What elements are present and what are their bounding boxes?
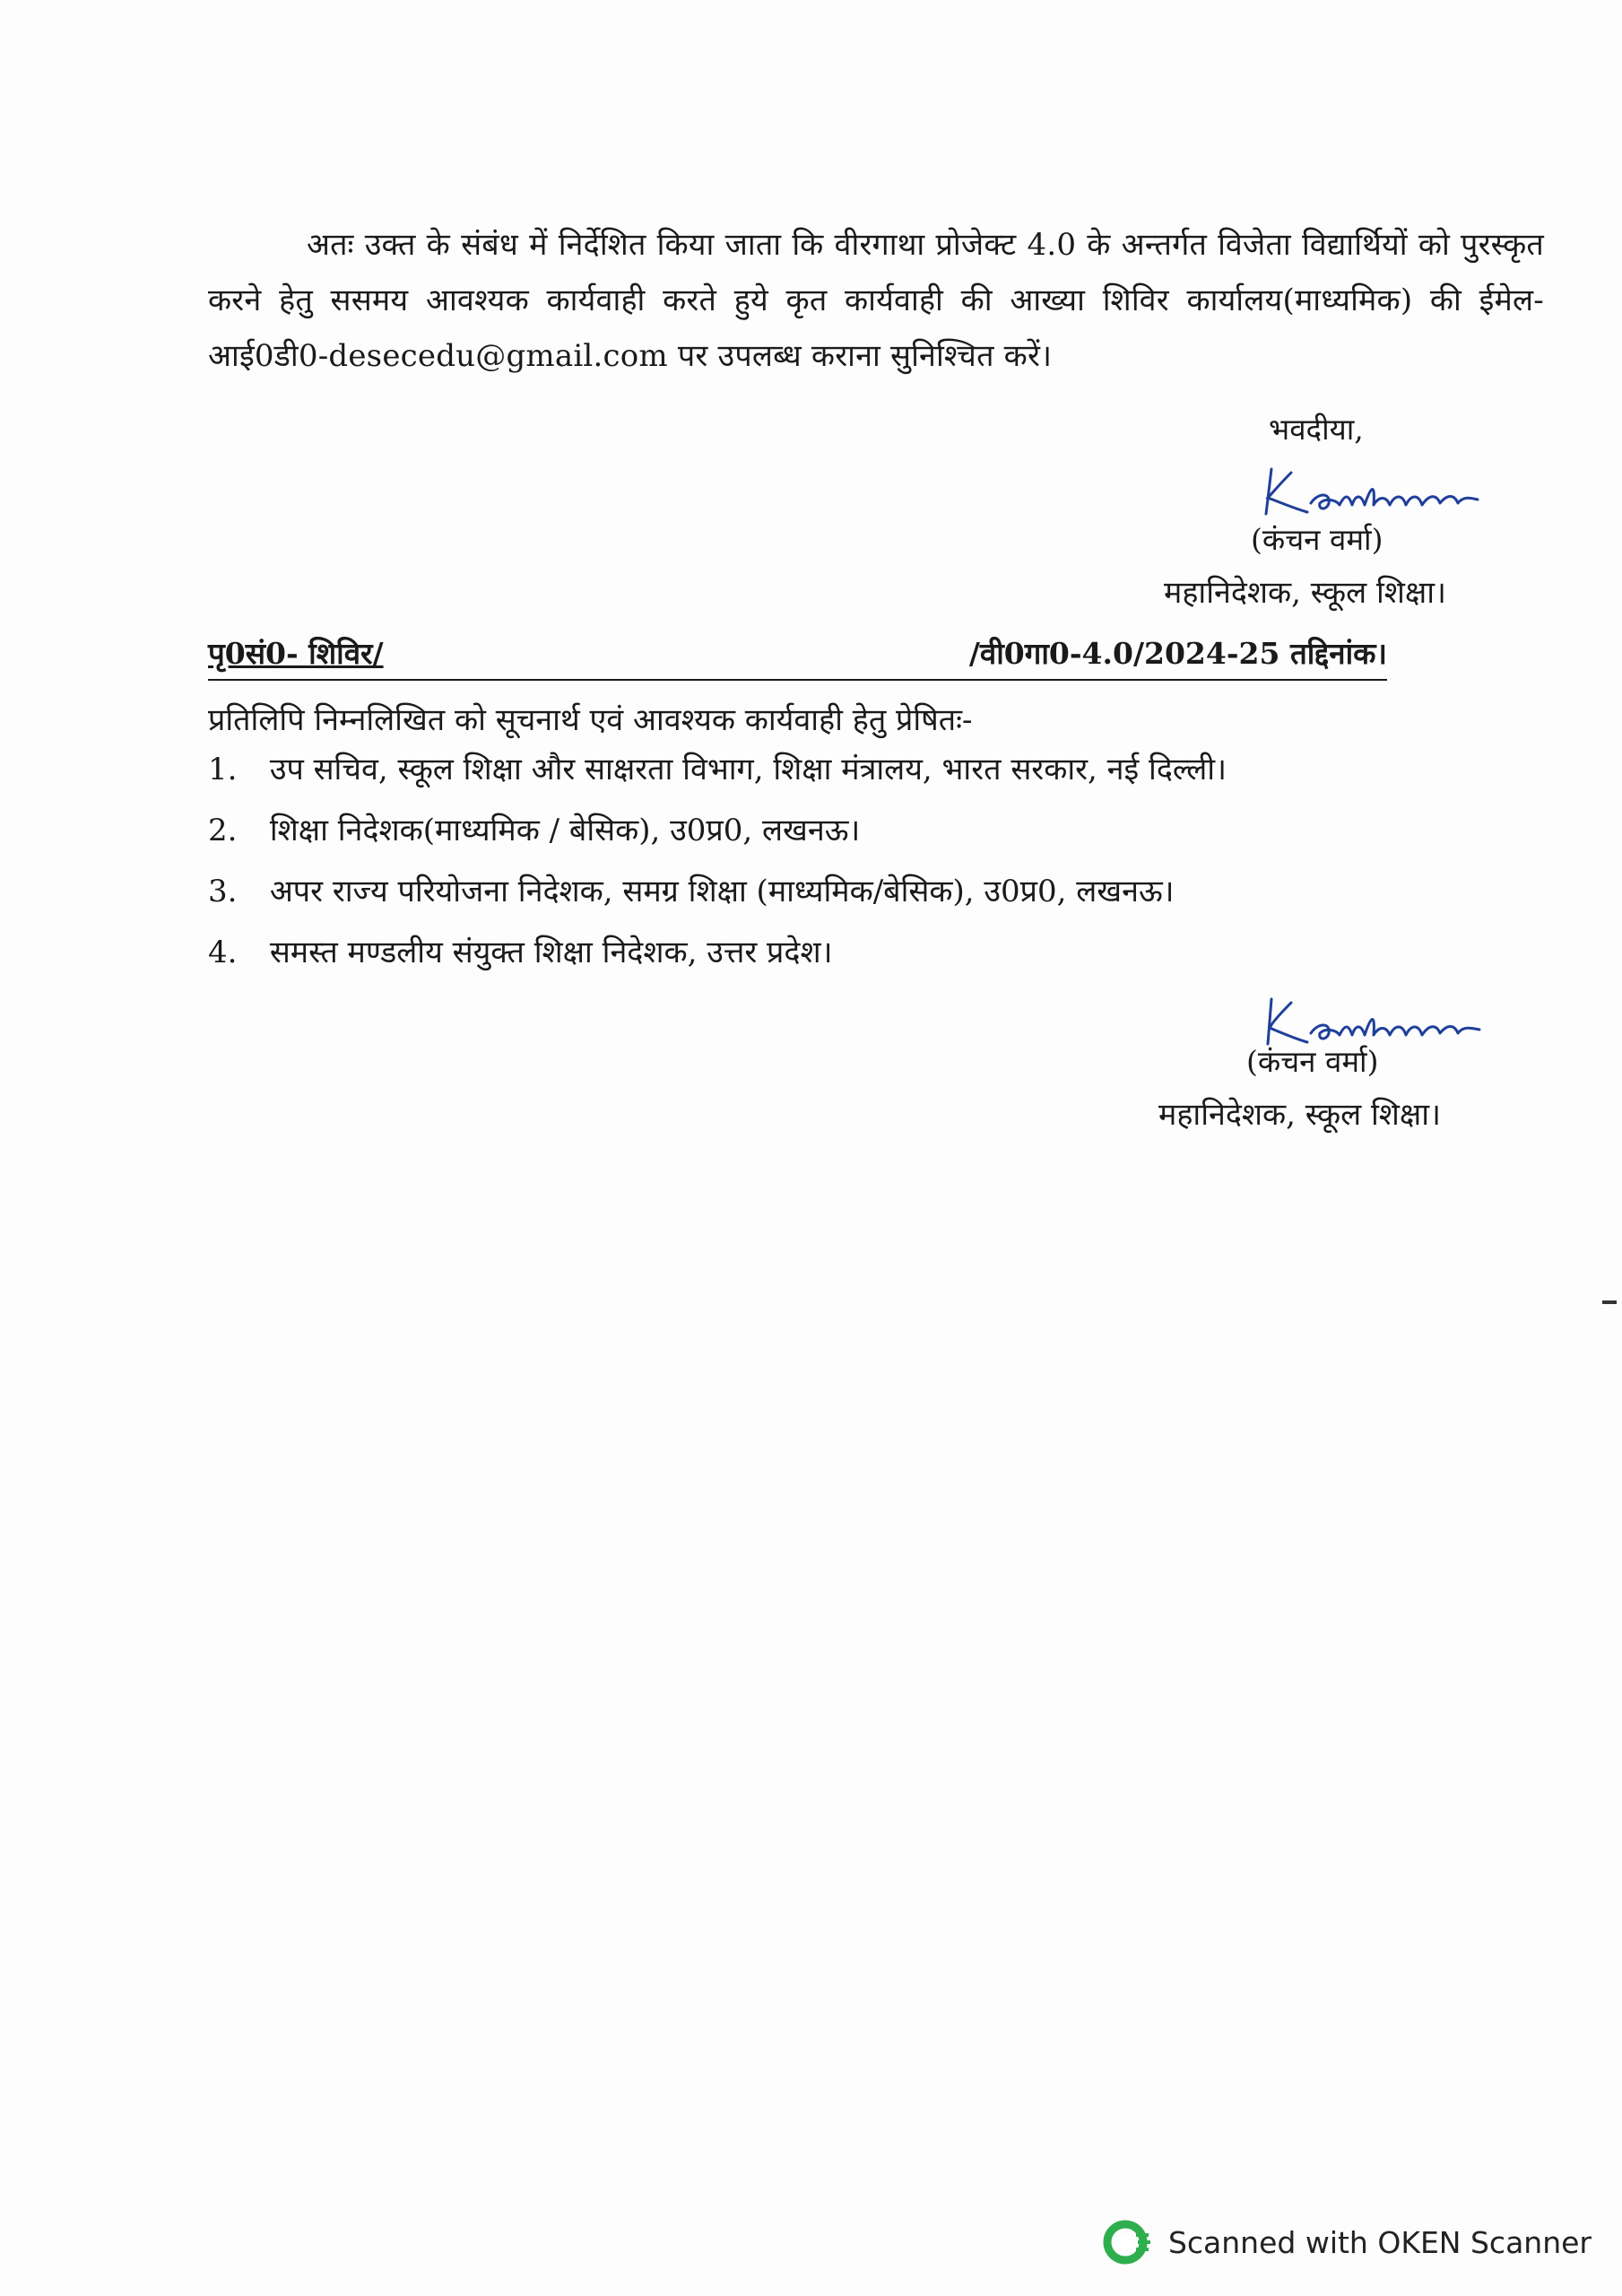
signatory-designation-1: महानिदेशक, स्कूल शिक्षा।	[1164, 575, 1446, 611]
signatory-name-2: (कंचन वर्मा)	[1246, 1044, 1379, 1079]
list-item-text: समस्त मण्डलीय संयुक्त शिक्षा निदेशक, उत्तर प्रदेश।	[269, 935, 833, 970]
scan-edge-mark	[1602, 1300, 1617, 1304]
list-item-text: शिक्षा निदेशक(माध्यमिक / बेसिक), उ0प्र0, लखनऊ।	[269, 813, 861, 848]
copy-intro: प्रतिलिपि निम्नलिखित को सूचनार्थ एवं आवश्यक कार्यवाही हेतु प्रेषितः-	[208, 702, 973, 738]
list-item	[208, 752, 1553, 813]
list-item-number: 1.	[208, 752, 238, 787]
body-paragraph: अतः उक्त के संबंध में निर्देशित किया जाता कि वीरगाथा प्रोजेक्ट 4.0 के अन्तर्गत विजेता विद्यार्थियों को पुरस्कृत करने हेतु ससमय आवश्यक कार्यवाही करते हुये कृत कार्यवाही की आख्या शिविर कार्यालय(माध्यमिक) की ईमेल-आई0डी0-desecedu@gmail.com पर उपलब्ध कराना सुनिश्चित करें।	[208, 227, 1544, 374]
signatory-designation-2: महानिदेशक, स्कूल शिक्षा।	[1158, 1097, 1441, 1133]
list-item-number: 3.	[208, 874, 238, 909]
reference-line	[208, 632, 1387, 677]
scanner-watermark	[1102, 2217, 1592, 2267]
reference-underline	[208, 679, 1387, 681]
list-item	[208, 874, 1553, 935]
copy-list	[208, 752, 1553, 996]
watermark-text: Scanned with OKEN Scanner	[1167, 2224, 1592, 2260]
reference-number-right: /वी0गा0-4.0/2024-25 तद्दिनांक।	[968, 636, 1387, 671]
handwritten-signature-1	[1255, 453, 1488, 525]
list-item-number: 4.	[208, 935, 238, 970]
reference-number-left: पृ0सं0- शिविर/	[208, 636, 384, 671]
signatory-name-1: (कंचन वर्मा)	[1251, 522, 1383, 557]
list-item-text: अपर राज्य परियोजना निदेशक, समग्र शिक्षा (माध्यमिक/बेसिक), उ0प्र0, लखनऊ।	[269, 874, 1175, 909]
list-item-text: उप सचिव, स्कूल शिक्षा और साक्षरता विभाग, शिक्षा मंत्रालय, भारत सरकार, नई दिल्ली।	[269, 752, 1227, 787]
list-item-number: 2.	[208, 813, 238, 848]
oken-scanner-logo-icon	[1102, 2217, 1152, 2267]
salutation: भवदीया,	[1269, 412, 1364, 447]
list-item	[208, 813, 1553, 874]
